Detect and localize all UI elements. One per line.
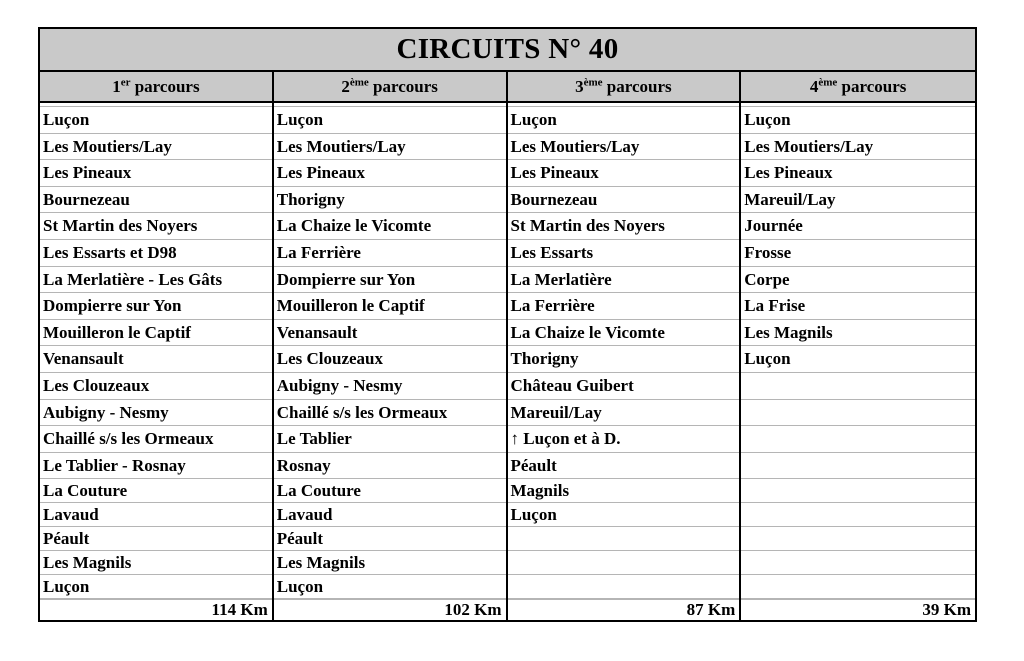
stop-cell: Le Tablier: [274, 426, 506, 453]
column-header: [40, 72, 272, 103]
column-header-number: 3: [575, 77, 584, 96]
stop-cell: Lavaud: [274, 503, 506, 527]
stop-cell: Les Magnils: [274, 551, 506, 575]
route-column-1: [40, 72, 274, 620]
stop-cell: La Ferrière: [508, 293, 740, 320]
stop-cell: Les Pineaux: [40, 160, 272, 187]
stop-cell: Les Moutiers/Lay: [274, 134, 506, 161]
stop-cell: [741, 479, 975, 503]
stop-cell: Frosse: [741, 240, 975, 267]
stop-cell: La Chaize le Vicomte: [508, 320, 740, 347]
stop-cell: Bournezeau: [40, 187, 272, 214]
stop-cell: [741, 373, 975, 400]
stop-cell: Journée: [741, 213, 975, 240]
stop-cell: Mareuil/Lay: [508, 400, 740, 427]
route-total-distance: 87 Km: [508, 599, 740, 620]
column-header-label: parcours: [130, 77, 200, 96]
route-column-4: [741, 72, 975, 620]
stop-cell: Dompierre sur Yon: [40, 293, 272, 320]
stop-cell: Luçon: [508, 503, 740, 527]
stop-cell: Luçon: [274, 107, 506, 134]
stop-cell: La Merlatière - Les Gâts: [40, 267, 272, 294]
stop-cell: [741, 575, 975, 599]
stop-cell: Luçon: [40, 575, 272, 599]
stop-cell: Péault: [40, 527, 272, 551]
stop-cell: La Chaize le Vicomte: [274, 213, 506, 240]
column-header-suffix: ème: [818, 76, 838, 89]
stop-cell: Dompierre sur Yon: [274, 267, 506, 294]
column-header-number: 4: [809, 77, 819, 96]
stop-cell: Les Pineaux: [508, 160, 740, 187]
stop-cell: [741, 527, 975, 551]
stop-cell: Luçon: [40, 107, 272, 134]
stop-cell: [508, 551, 740, 575]
stop-cell: Le Tablier - Rosnay: [40, 453, 272, 480]
stop-cell: Chaillé s/s les Ormeaux: [40, 426, 272, 453]
column-header: [508, 72, 740, 103]
stop-cell: Magnils: [508, 479, 740, 503]
stop-cell: Mareuil/Lay: [741, 187, 975, 214]
stop-cell: Les Essarts et D98: [40, 240, 272, 267]
route-total-distance: 102 Km: [274, 599, 506, 620]
stop-cell: Venansault: [274, 320, 506, 347]
column-header-suffix: ème: [349, 76, 369, 89]
stop-cell: Luçon: [508, 107, 740, 134]
stop-cell: Aubigny - Nesmy: [274, 373, 506, 400]
stop-cell: Venansault: [40, 346, 272, 373]
column-header: [741, 72, 975, 103]
stop-cell: Les Moutiers/Lay: [741, 134, 975, 161]
stop-cell: [508, 527, 740, 551]
column-header: [274, 72, 506, 103]
route-total-distance: 39 Km: [741, 599, 975, 620]
stop-cell: Rosnay: [274, 453, 506, 480]
stop-cell: Les Clouzeaux: [274, 346, 506, 373]
column-header-number: 2: [341, 77, 350, 96]
stop-cell: St Martin des Noyers: [508, 213, 740, 240]
stop-cell: St Martin des Noyers: [40, 213, 272, 240]
stop-cell: Château Guibert: [508, 373, 740, 400]
stop-cell: Péault: [274, 527, 506, 551]
column-header-suffix: ème: [583, 76, 603, 89]
stop-cell: [508, 575, 740, 599]
stop-cell: Les Pineaux: [274, 160, 506, 187]
stop-cell: La Merlatière: [508, 267, 740, 294]
stop-cell: ↑ Luçon et à D.: [508, 426, 740, 453]
stop-cell: La Ferrière: [274, 240, 506, 267]
route-column-3: [508, 72, 742, 620]
stop-cell: La Couture: [40, 479, 272, 503]
stop-cell: Mouilleron le Captif: [274, 293, 506, 320]
stop-cell: Thorigny: [508, 346, 740, 373]
stop-cell: Les Clouzeaux: [40, 373, 272, 400]
stop-cell: Luçon: [741, 346, 975, 373]
stop-cell: Corpe: [741, 267, 975, 294]
stop-cell: Mouilleron le Captif: [40, 320, 272, 347]
route-total-distance: 114 Km: [40, 599, 272, 620]
stop-cell: Luçon: [741, 107, 975, 134]
stop-cell: Bournezeau: [508, 187, 740, 214]
table-title: CIRCUITS N° 40: [40, 29, 975, 72]
route-column-2: [274, 72, 508, 620]
stop-cell: Lavaud: [40, 503, 272, 527]
stop-cell: La Frise: [741, 293, 975, 320]
stop-cell: Les Pineaux: [741, 160, 975, 187]
stop-cell: Péault: [508, 453, 740, 480]
stop-cell: Luçon: [274, 575, 506, 599]
stop-cell: La Couture: [274, 479, 506, 503]
stop-cell: Les Magnils: [741, 320, 975, 347]
stop-cell: [741, 453, 975, 480]
stop-cell: [741, 503, 975, 527]
stop-cell: [741, 426, 975, 453]
column-header-label: parcours: [602, 77, 672, 96]
stop-cell: Aubigny - Nesmy: [40, 400, 272, 427]
column-header-label: parcours: [368, 77, 438, 96]
stop-cell: Les Essarts: [508, 240, 740, 267]
stop-cell: Les Moutiers/Lay: [40, 134, 272, 161]
column-header-label: parcours: [837, 77, 907, 96]
stop-cell: Les Moutiers/Lay: [508, 134, 740, 161]
stop-cell: [741, 400, 975, 427]
stop-cell: Thorigny: [274, 187, 506, 214]
stop-cell: Les Magnils: [40, 551, 272, 575]
stop-cell: [741, 551, 975, 575]
circuits-table: [38, 27, 977, 622]
column-header-suffix: er: [120, 76, 131, 89]
route-columns: [40, 72, 975, 620]
column-header-number: 1: [112, 77, 121, 96]
stop-cell: Chaillé s/s les Ormeaux: [274, 400, 506, 427]
